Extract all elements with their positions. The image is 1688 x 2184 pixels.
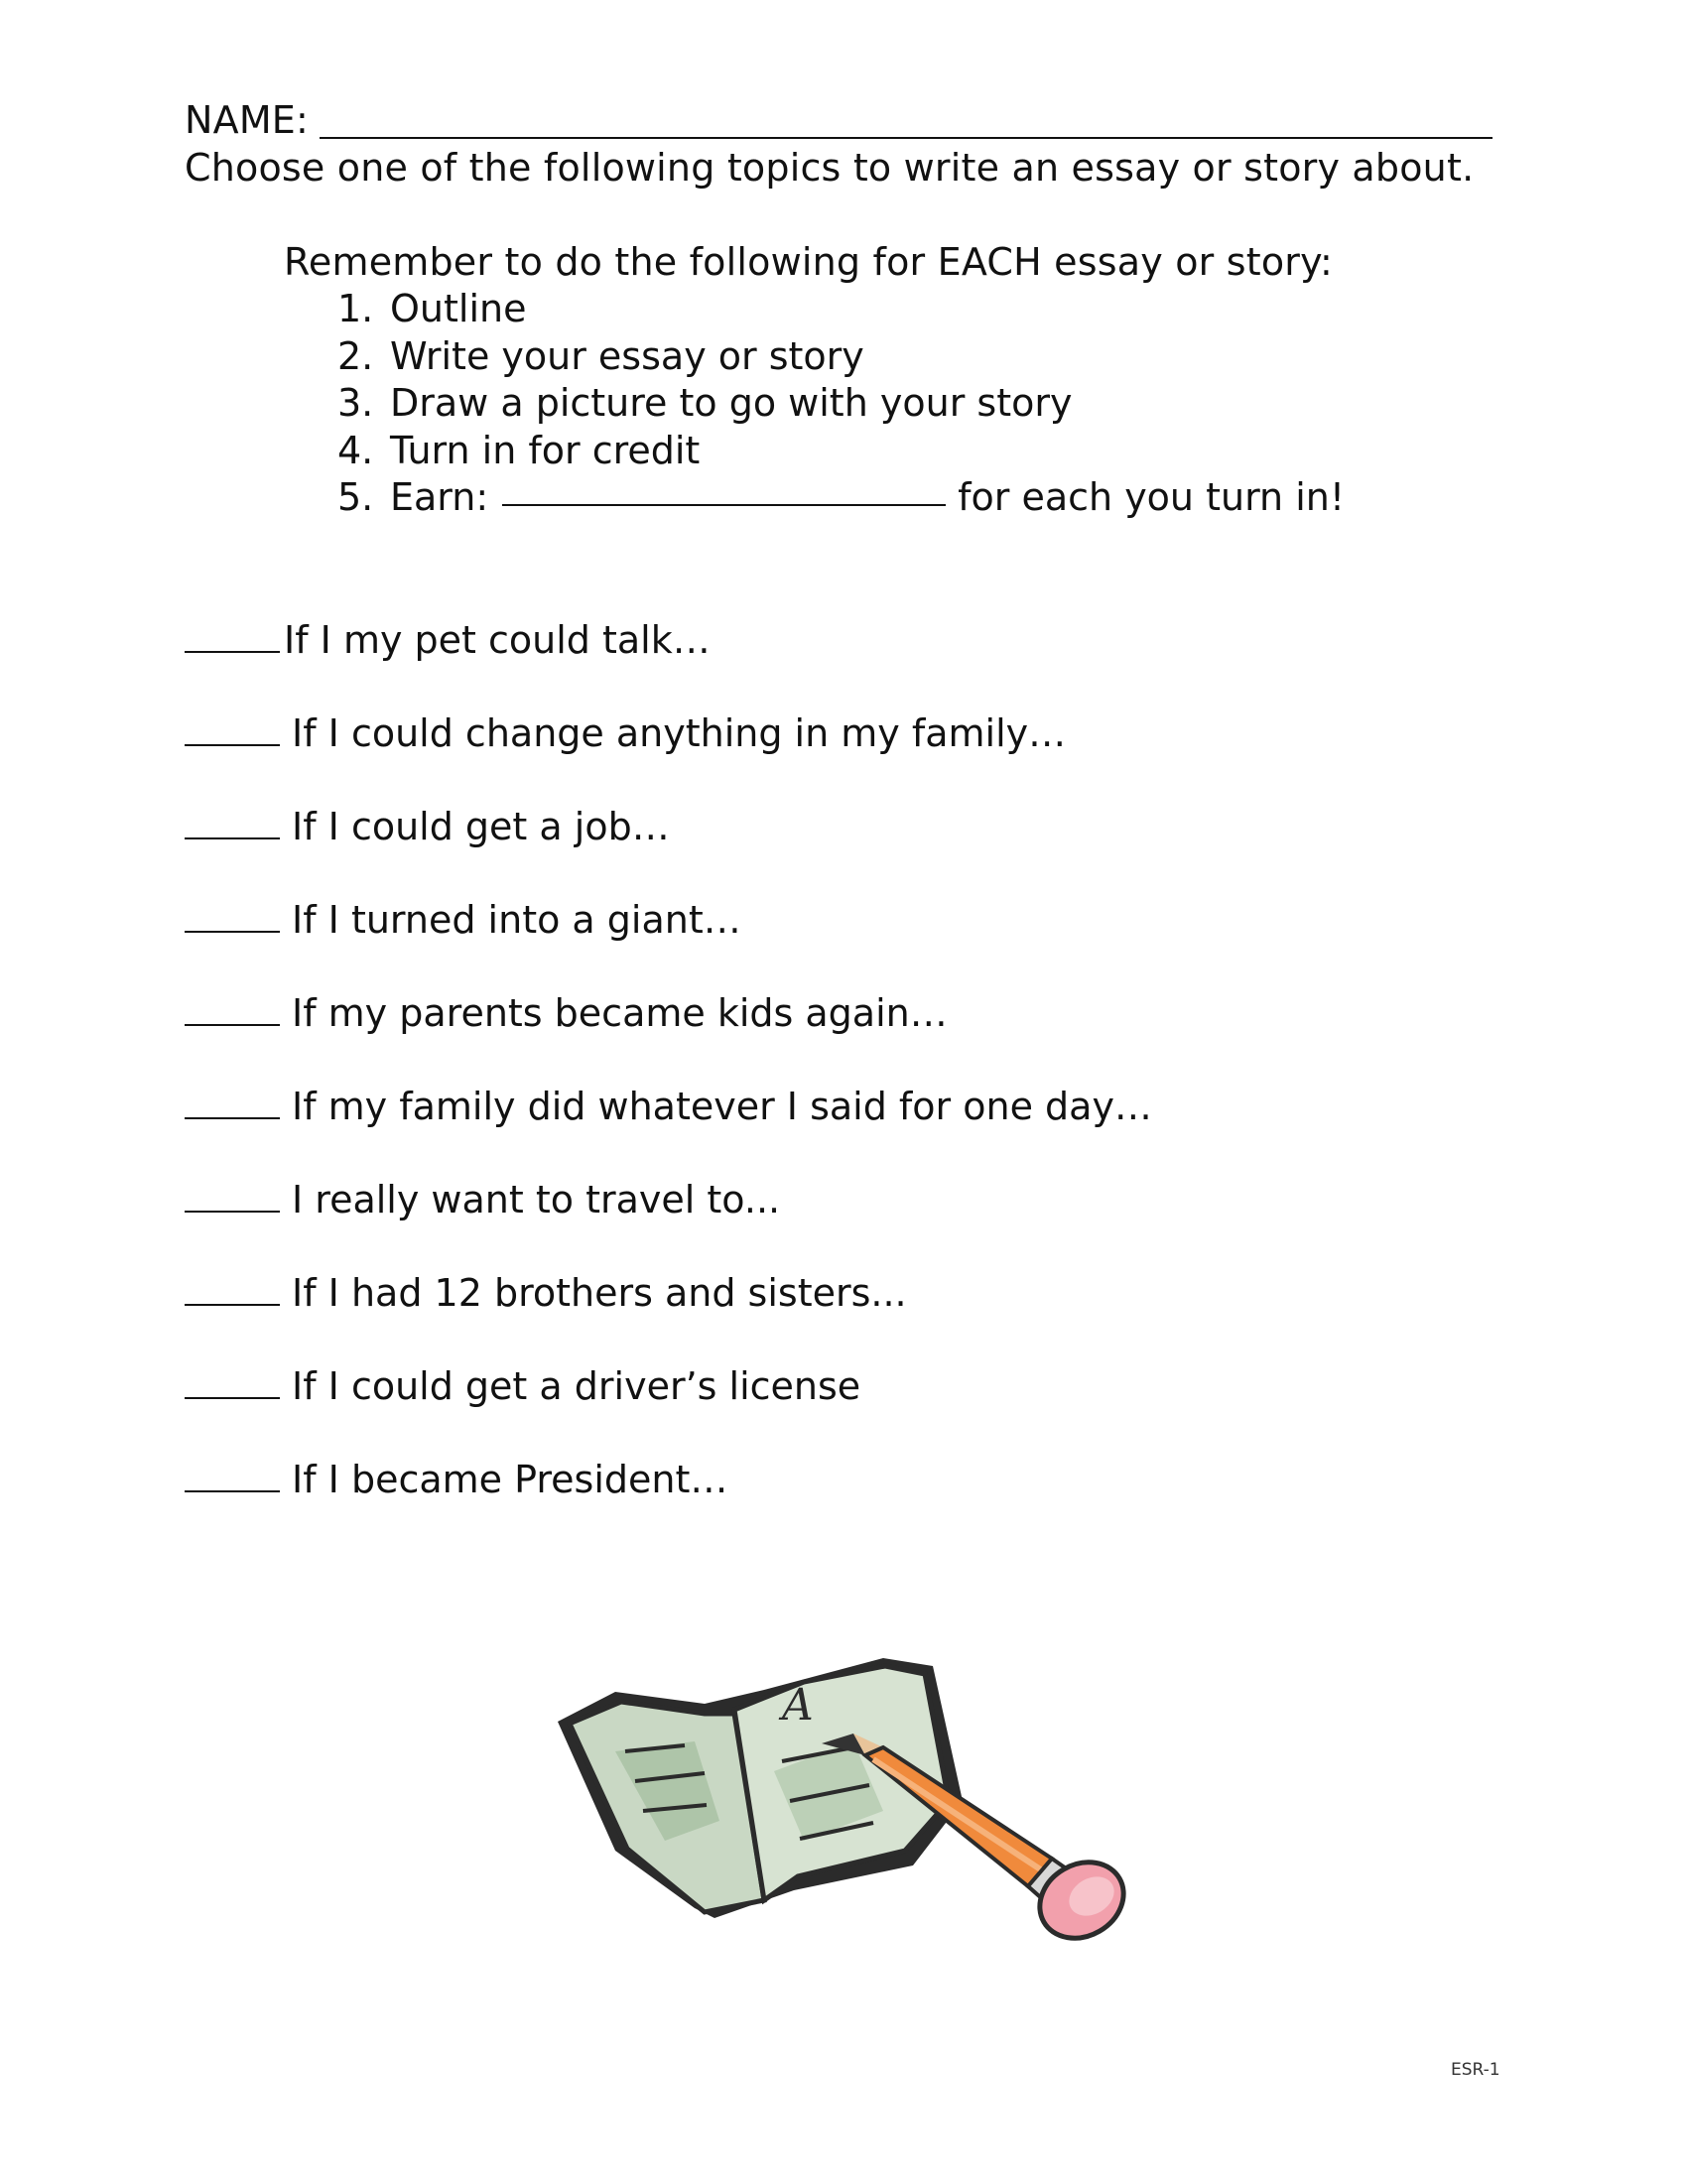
step-text: Draw a picture to go with your story: [390, 381, 1073, 425]
reminder-steps: [337, 286, 1345, 522]
step-text: Turn in for credit: [390, 428, 701, 472]
topic-text: If my family did whatever I said for one day…: [292, 1085, 1152, 1128]
topic-text: If I could change anything in my family…: [292, 711, 1067, 755]
step-suffix: for each you turn in!: [958, 475, 1346, 519]
topic-checkbox-blank[interactable]: [185, 1274, 280, 1306]
topic-checkbox-blank[interactable]: [185, 1367, 280, 1399]
step-item: [337, 428, 1345, 475]
step-number: 5.: [337, 475, 374, 519]
topic-item: [185, 990, 948, 1036]
step-item: [337, 286, 1345, 333]
step-item: [337, 380, 1345, 428]
step-text: Earn:: [390, 475, 489, 519]
earn-blank[interactable]: [502, 474, 946, 506]
topic-item: [185, 1084, 1152, 1129]
step-number: 2.: [337, 333, 374, 378]
topic-item: [185, 1363, 860, 1409]
topic-text: If I could get a driver’s license: [292, 1364, 861, 1408]
topic-checkbox-blank[interactable]: [185, 1461, 280, 1492]
page-code: ESR-1: [1451, 2060, 1500, 2080]
topic-checkbox-blank[interactable]: [185, 994, 280, 1026]
name-label: NAME:: [185, 98, 310, 142]
topic-checkbox-blank[interactable]: [185, 1181, 280, 1213]
topic-checkbox-blank[interactable]: [185, 714, 280, 746]
step-item: [337, 333, 1345, 381]
topic-checkbox-blank[interactable]: [185, 808, 280, 839]
topic-text: If I became President…: [292, 1458, 728, 1501]
notebook-pencil-icon: [556, 1652, 1141, 1950]
topic-checkbox-blank[interactable]: [185, 1088, 280, 1119]
step-text: Write your essay or story: [390, 333, 864, 378]
topic-item: [185, 1457, 727, 1502]
topic-item: [185, 1177, 780, 1222]
topic-text: I really want to travel to...: [292, 1178, 781, 1221]
topic-text: If I had 12 brothers and sisters...: [292, 1271, 907, 1315]
name-blank[interactable]: [320, 137, 1493, 139]
topic-text: If I my pet could talk…: [284, 618, 711, 662]
grade-letter: A: [782, 1680, 814, 1731]
topic-text: If my parents became kids again…: [292, 991, 948, 1035]
step-number: 4.: [337, 428, 374, 472]
topic-item: [185, 804, 670, 849]
topic-item: [185, 1270, 907, 1316]
step-item: [337, 474, 1345, 522]
topic-checkbox-blank[interactable]: [185, 621, 280, 653]
topic-text: If I turned into a giant…: [292, 898, 741, 942]
topic-checkbox-blank[interactable]: [185, 901, 280, 933]
instruction-text: Choose one of the following topics to write an essay or story about.: [185, 146, 1475, 190]
step-number: 3.: [337, 381, 374, 425]
reminder-heading: Remember to do the following for EACH essay or story:: [284, 240, 1334, 284]
topic-item: [185, 617, 711, 663]
step-number: 1.: [337, 287, 374, 330]
step-text: Outline: [390, 287, 527, 330]
topic-text: If I could get a job…: [292, 805, 670, 848]
topic-item: [185, 710, 1066, 756]
topic-item: [185, 897, 741, 943]
